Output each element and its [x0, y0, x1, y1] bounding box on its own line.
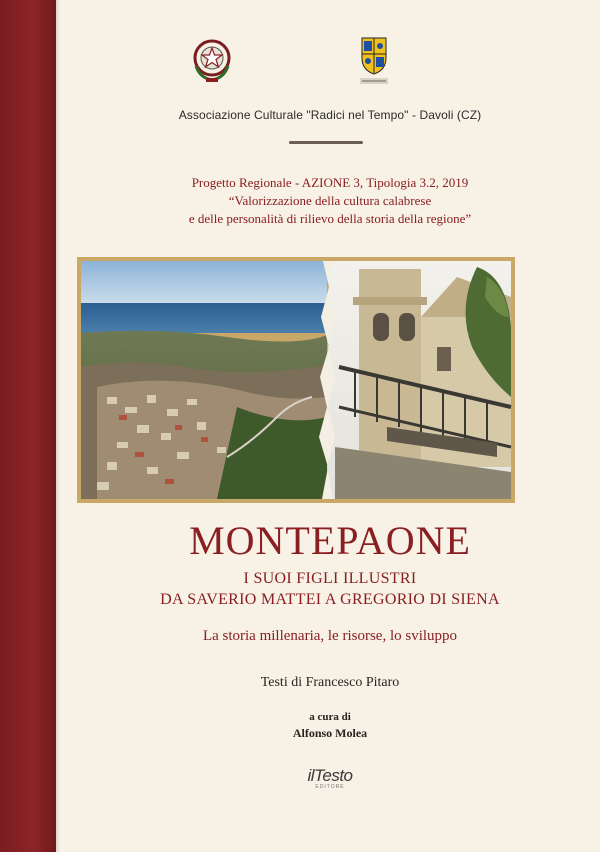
subtitle-line-2: DA SAVERIO MATTEI A GREGORIO DI SIENA: [160, 591, 500, 608]
church-bell-tower-photo: [327, 261, 511, 499]
project-description: [60, 174, 600, 228]
book-spine: [0, 0, 56, 852]
logos-row: [60, 36, 600, 92]
project-line-2: “Valorizzazione della cultura calabrese: [228, 193, 432, 208]
book-tagline: La storia millenaria, le risorse, lo sviluppo: [202, 628, 458, 644]
publisher-name: ilTesto: [307, 766, 353, 785]
book-cover: [60, 0, 600, 852]
publisher-subtitle: EDITORE: [315, 784, 345, 790]
italian-republic-emblem-icon: [190, 36, 234, 84]
book-title: MONTEPAONE: [189, 518, 471, 563]
divider: [289, 141, 363, 144]
project-line-1: Progetto Regionale - AZIONE 3, Tipologia 3.2, 2019: [191, 175, 469, 190]
author-credit: Testi di Francesco Pitaro: [260, 675, 400, 690]
book-subtitle: [60, 568, 600, 610]
curator-label: a cura di: [309, 711, 351, 723]
publisher-logo: [300, 766, 360, 798]
association-name: Associazione Culturale "Radici nel Tempo" - Davoli (CZ): [178, 108, 482, 122]
curator-name: Alfonso Molea: [292, 726, 368, 740]
cover-photo-montepaone: [77, 257, 515, 503]
subtitle-line-1: I SUOI FIGLI ILLUSTRI: [243, 570, 417, 587]
project-line-3: e delle personalità di rilievo della storia della regione”: [188, 211, 472, 226]
town-aerial-view: [81, 261, 327, 499]
regione-calabria-logo-icon: [358, 36, 390, 88]
